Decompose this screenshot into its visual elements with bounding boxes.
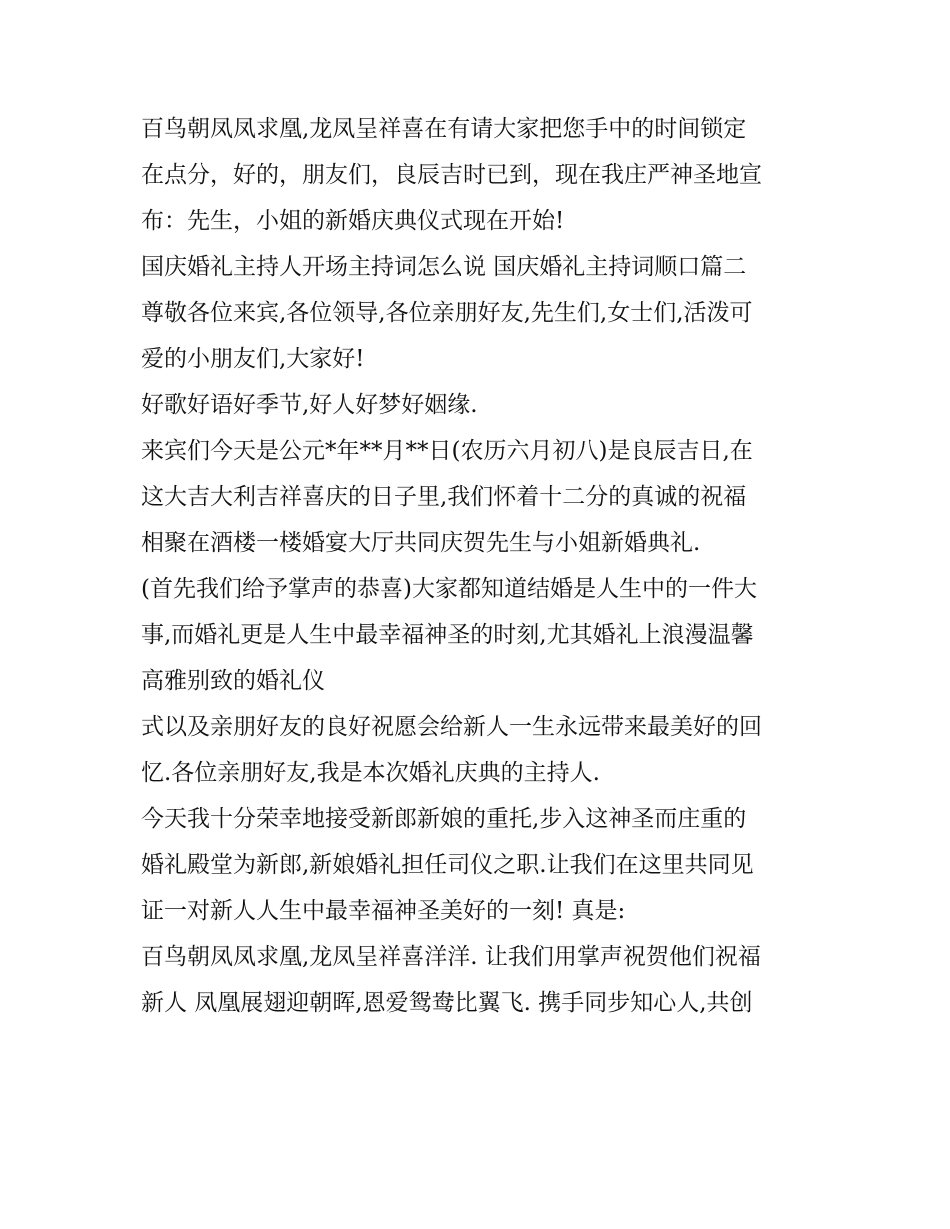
text-line: 新人 凤凰展翅迎朝晖,恩爱鸳鸯比翼飞. 携手同步知心人,共创 [141, 990, 753, 1016]
text-line: 今天我十分荣幸地接受新郎新娘的重托,步入这神圣而庄重的 [141, 806, 747, 832]
text-line: 国庆婚礼主持人开场主持词怎么说 国庆婚礼主持词顺口篇二 [141, 254, 747, 280]
text-line: 式以及亲朋好友的良好祝愿会给新人一生永远带来最美好的回 [141, 714, 762, 740]
text-line: 百鸟朝凤凤求凰,龙凤呈祥喜洋洋. 让我们用掌声祝贺他们祝福 [141, 944, 761, 970]
text-line: 爱的小朋友们,大家好! [141, 346, 365, 372]
text-line: 来宾们今天是公元*年**月**日(农历六月初八)是良辰吉日,在 [141, 438, 753, 464]
text-line: 在点分，好的，朋友们，良辰吉时已到，现在我庄严神圣地宣 [141, 162, 762, 188]
text-line: 尊敬各位来宾,各位领导,各位亲朋好友,先生们,女士们,活泼可 [141, 300, 753, 326]
text-line: 忆.各位亲朋好友,我是本次婚礼庆典的主持人. [141, 760, 600, 786]
text-line: 相聚在酒楼一楼婚宴大厅共同庆贺先生与小姐新婚典礼. [141, 530, 701, 556]
text-line: 婚礼殿堂为新郎,新娘婚礼担任司仪之职.让我们在这里共同见 [141, 852, 754, 878]
text-line: 高雅别致的婚礼仪 [141, 668, 325, 694]
document-body [141, 106, 821, 1026]
text-line: 布：先生，小姐的新婚庆典仪式现在开始! [141, 208, 565, 234]
text-line: (首先我们给予掌声的恭喜)大家都知道结婚是人生中的一件大 [141, 576, 757, 602]
text-line: 百鸟朝凤凤求凰,龙凤呈祥喜在有请大家把您手中的时间锁定 [141, 116, 747, 142]
text-line: 这大吉大利吉祥喜庆的日子里,我们怀着十二分的真诚的祝福 [141, 484, 747, 510]
text-line: 证一对新人人生中最幸福神圣美好的一刻! 真是: [141, 898, 626, 924]
text-line: 事,而婚礼更是人生中最幸福神圣的时刻,尤其婚礼上浪漫温馨 [141, 622, 754, 648]
text-line: 好歌好语好季节,好人好梦好姻缘. [141, 392, 478, 418]
